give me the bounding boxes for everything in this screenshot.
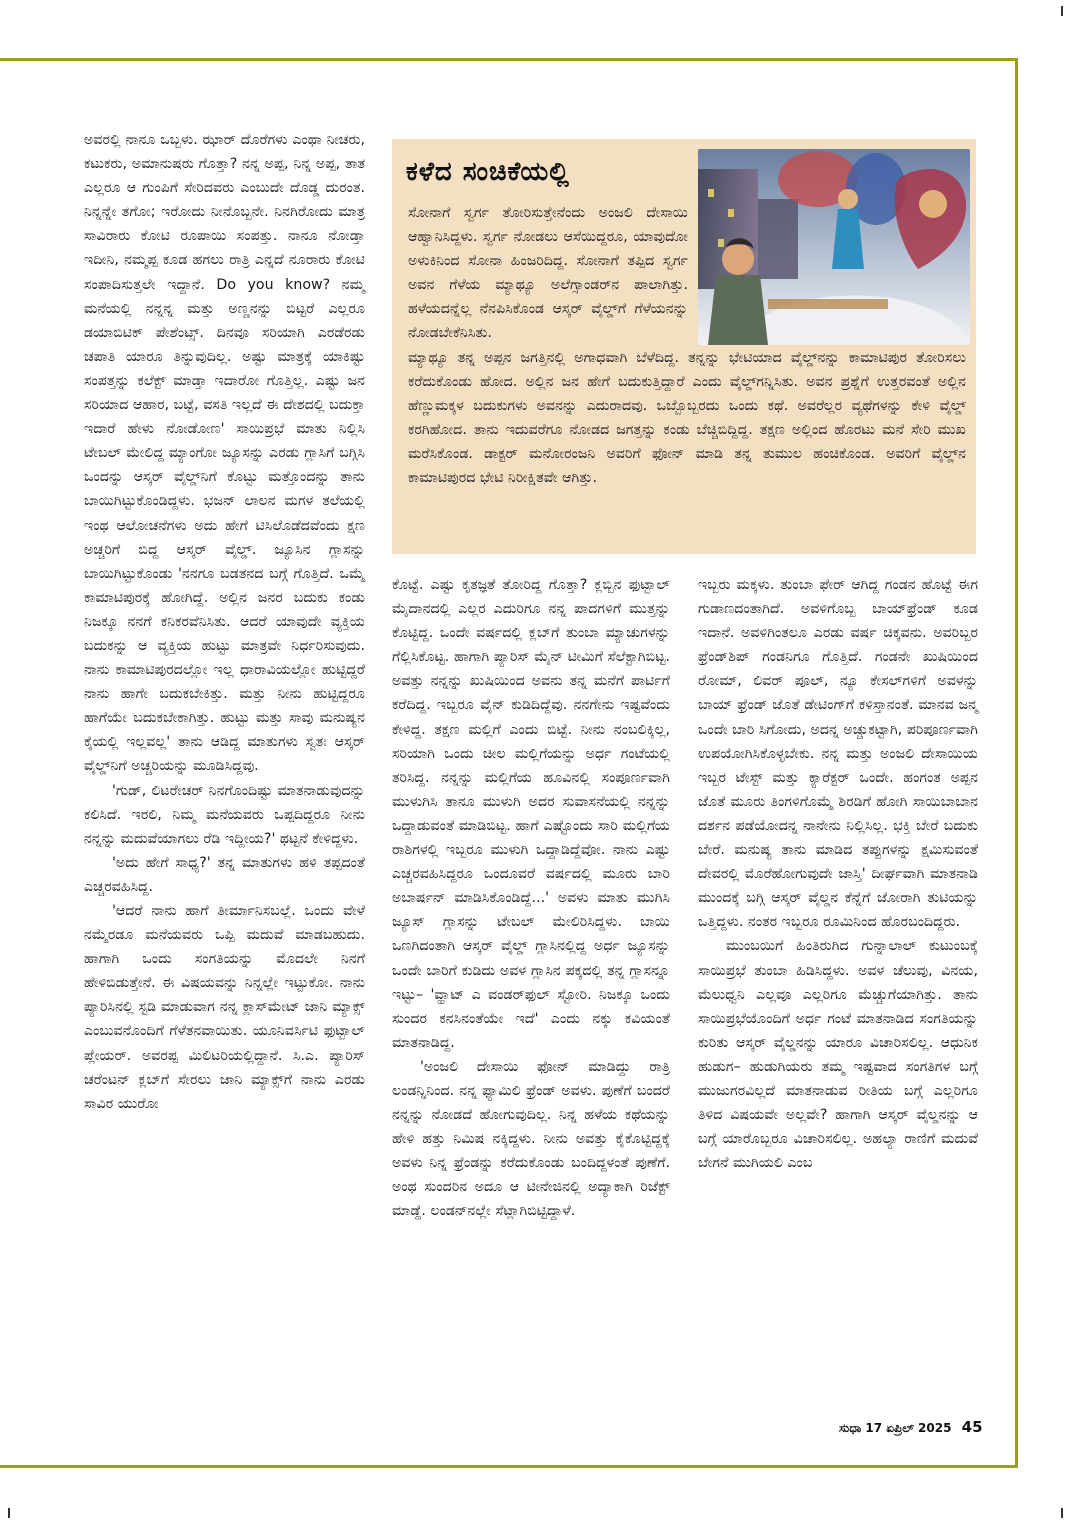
recap-text [408, 201, 966, 490]
paragraph: 'ಅದು ಹೇಗೆ ಸಾಧ್ಯ?' ತನ್ನ ಮಾತುಗಳು ಹಳಿ ತಪ್ಪದಂತೆ ಎಚ್ಚರವಹಿಸಿದ್ದ. [84, 854, 365, 895]
crop-mark [1061, 6, 1063, 16]
article-column-1 [84, 128, 365, 1116]
paragraph: ಅವರಲ್ಲಿ ನಾನೂ ಒಬ್ಬಳು. ಝಾರ್ ದೊರೆಗಳು ಎಂಥಾ ನೀಚರು, ಕಟುಕರು, ಅಮಾನುಷರು ಗೊತ್ತಾ? ನನ್ನ ಅಪ್ಪ, ನಿನ್ನ ಅಪ್ಪ, ತಾತ ಎಲ್ಲರೂ ಆ ಗುಂಪಿಗೆ ಸೇರಿದವರು ಎಂಬುದೇ ದೊಡ್ಡ ದುರಂತ. ನಿನ್ನನ್ನೇ ತಗೋ; ಇರೋದು ನೀನೊಬ್ಬನೇ. ನಿನಗಿರೋದು ಮಾತ್ರ ಸಾವಿರಾರು ಕೋಟಿ ರೂಪಾಯಿ ಸಂಪತ್ತು. ನಾನೂ ನೋಡ್ತಾ ಇದೀನಿ, ನಮ್ಮಪ್ಪ ಕೂಡ ಹಗಲು ರಾತ್ರಿ ಎನ್ನದೆ ನೂರಾರು ಕೋಟಿ ಸಂಪಾದಿಸುತ್ತಲೇ ಇದ್ದಾನೆ. Do you know? ನಮ್ಮ ಮನೆಯಲ್ಲಿ ನನ್ನನ್ನ ಮತ್ತು ಅಣ್ಣನನ್ನು ಬಿಟ್ಟರೆ ಎಲ್ಲರೂ ಡಯಾಬಿಟಿಕ್ ಪೇಶೆಂಟ್ಸ್. ದಿನವೂ ಸರಿಯಾಗಿ ಎರಡೆರಡು ಚಪಾತಿ ಯಾರೂ ತಿನ್ನುವುದಿಲ್ಲ. ಅಷ್ಟು ಮಾತ್ರಕ್ಕೆ ಯಾಕಿಷ್ಟು ಸಂಪತ್ತನ್ನು ಕಲೆಕ್ಟ್ ಮಾಡ್ತಾ ಇದಾರೋ ಗೊತ್ತಿಲ್ಲ. ಎಷ್ಟು ಜನ ಸರಿಯಾದ ಆಹಾರ, ಬಟ್ಟೆ, ವಸತಿ ಇಲ್ಲದೆ ಈ ದೇಶದಲ್ಲಿ ಬದುಕ್ತಾ ಇದಾರೆ ಹೇಳು ನೋಡೋಣ' ಸಾಯಿಪ್ರಭೆ ಮಾತು ನಿಲ್ಲಿಸಿ ಟೇಬಲ್ ಮೇಲಿದ್ದ ಮ್ಯಾಂಗೋ ಜ್ಯೂಸನ್ನು ಎರಡು ಗ್ಲಾಸಿಗೆ ಬಗ್ಗಿಸಿ ಒಂದನ್ನು ಆಸ್ಕರ್ ವೈಲ್ಡ್‌ನಿಗೆ ಕೊಟ್ಟು ಮತ್ತೊಂದನ್ನು ತಾನು ಬಾಯಿಗಿಟ್ಟುಕೊಂಡಿದ್ದಳು. ಭಜನ್ ಲಾಲನ ಮಗಳ ತಲೆಯಲ್ಲಿ ಇಂಥ ಆಲೋಚನೆಗಳು ಅದು ಹೇಗೆ ಟಿಸಿಲೊಡೆದವೆಂದು ಕ್ಷಣ ಅಚ್ಚರಿಗೆ ಬಿದ್ದ ಆಸ್ಕರ್ ವೈಲ್ಡ್. ಜ್ಯೂಸಿನ ಗ್ಲಾಸನ್ನು ಬಾಯಿಗಿಟ್ಟುಕೊಂಡು 'ನನಗೂ ಬಡತನದ ಬಗ್ಗೆ ಗೊತ್ತಿದೆ. ಒಮ್ಮೆ ಕಾಮಾಟಿಪುರಕ್ಕೆ ಹೋಗಿದ್ದೆ. ಅಲ್ಲಿನ ಜನರ ಬದುಕು ಕಂಡು ನಿಜಕ್ಕೂ ನನಗೆ ಕನಿಕರವೆನಿಸಿತು. ಆದರೆ ಯಾವುದೇ ವ್ಯಕ್ತಿಯ ಬದುಕನ್ನು ಆ ವ್ಯಕ್ತಿಯ ಹುಟ್ಟು ಮಾತ್ರವೇ ನಿರ್ಧರಿಸುವುದು. ನಾನು ಕಾಮಾಟಿಪುರದಲ್ಲೋ ಇಲ್ಲ ಧಾರಾವಿಯಲ್ಲೋ ಹುಟ್ಟಿದ್ದರೆ ನಾನು ಹಾಗೇ ಬದುಕಬೇಕಿತ್ತು. ಮತ್ತು ನೀನು ಹುಟ್ಟಿದ್ದರೂ ಹಾಗೆಯೇ ಬದುಕಬೇಕಾಗಿತ್ತು. ಹುಟ್ಟು ಮತ್ತು ಸಾವು ಮನುಷ್ಯನ ಕೈಯಲ್ಲಿ ಇಲ್ಲವಲ್ಲ' ತಾನು ಆಡಿದ್ದ ಮಾತುಗಳು ಸ್ವತಃ ಆಸ್ಕರ್ ವೈಲ್ಡ್‌ನಿಗೆ ಅಚ್ಚರಿಯನ್ನು ಮೂಡಿಸಿದ್ದವು. [84, 132, 365, 775]
crop-mark [8, 1508, 10, 1518]
paragraph: ಇಬ್ಬರು ಮಕ್ಕಳು. ತುಂಬಾ ಫೇರ್ ಆಗಿದ್ದ ಗಂಡನ ಹೊಟ್ಟೆ ಈಗ ಗುಡಾಣದಂತಾಗಿದೆ. ಅವಳಿಗೊಬ್ಬ ಬಾಯ್‌ಫ್ರೆಂಡ್ ಕೂಡ ಇದಾನೆ. ಅವಳಿಗಿಂತಲೂ ಎರಡು ವರ್ಷ ಚಿಕ್ಕವನು. ಅವರಿಬ್ಬರ ಫ್ರೆಂಡ್‌ಶಿಪ್ ಗಂಡನಿಗೂ ಗೊತ್ತಿದೆ. ಗಂಡನೇ ಖುಷಿಯಿಂದ ರೋಮ್, ಲಿವರ್ ಪೂಲ್, ನ್ಯೂ ಕೇಸಲ್‌ಗಳಿಗೆ ಅವಳನ್ನು ಬಾಯ್ ಫ್ರೆಂಡ್ ಜೊತೆ ಡೇಟಿಂಗ್‌ಗೆ ಕಳಿಸ್ತಾನಂತೆ. ಮಾನವ ಜನ್ಮ ಒಂದೇ ಬಾರಿ ಸಿಗೋದು, ಅದನ್ನ ಅಚ್ಚುಕಟ್ಟಾಗಿ, ಪರಿಪೂರ್ಣವಾಗಿ ಉಪಯೋಗಿಸಿಕೊಳ್ಳಬೇಕು. ನನ್ನ ಮತ್ತು ಅಂಜಲಿ ದೇಸಾಯಿಯ ಇಬ್ಬರ ಟೇಸ್ಟ್ ಮತ್ತು ಕ್ಯಾರೆಕ್ಟರ್ ಒಂದೇ. ಹಂಗಂತ ಅಪ್ಪನ ಜೊತೆ ಮೂರು ತಿಂಗಳಿಗೊಮ್ಮೆ ಶಿರಡಿಗೆ ಹೋಗಿ ಸಾಯಿಬಾಬಾನ ದರ್ಶನ ಪಡೆಯೋದನ್ನ ನಾನೇನು ನಿಲ್ಲಿಸಿಲ್ಲ. ಭಕ್ತಿ ಬೇರೆ ಬದುಕು ಬೇರೆ. ಮನುಷ್ಯ ತಾನು ಮಾಡಿದ ತಪ್ಪುಗಳನ್ನು ಕ್ಷಮಿಸುವಂತೆ ದೇವರಲ್ಲಿ ಮೊರೆಹೋಗುವುದೇ ಜಾಸ್ತಿ' ದೀರ್ಘವಾಗಿ ಮಾತನಾಡಿ ಮುಂದಕ್ಕೆ ಬಗ್ಗಿ ಆಸ್ಕರ್ ವೈಲ್ಡನ ಕೆನ್ನೆಗೆ ಜೋರಾಗಿ ತುಟಿಯನ್ನು ಒತ್ತಿದ್ದಳು. ನಂತರ ಇಬ್ಬರೂ ರೂಮಿನಿಂದ ಹೊರಬಂದಿದ್ದರು. [698, 577, 978, 931]
magazine-name: ಸುಧಾ [839, 1421, 862, 1435]
paragraph: 'ಅಂಜಲಿ ದೇಸಾಯಿ ಫೋನ್ ಮಾಡಿದ್ದು ರಾತ್ರಿ ಲಂಡನ್ನಿನಿಂದ. ನನ್ನ ಫ್ಯಾಮಿಲಿ ಫ್ರೆಂಡ್ ಅವಳು. ಪುಣೆಗೆ ಬಂದರೆ ನನ್ನನ್ನು ನೋಡದೆ ಹೋಗುವುದಿಲ್ಲ. ನಿನ್ನ ಹಳೆಯ ಕಥೆಯನ್ನು ಹೇಳಿ ಹತ್ತು ನಿಮಿಷ ನಕ್ಕಿದ್ದಳು. ನೀನು ಅವತ್ತು ಕೈಕೊಟ್ಟಿದ್ದಕ್ಕೆ ಅವಳು ನಿನ್ನ ಫ್ರೆಂಡನ್ನು ಕರೆದುಕೊಂಡು ಬಂದಿದ್ದಳಂತೆ ಪುಣೆಗೆ. ಅಂಥ ಸುಂದರಿನ ಅದೂ ಆ ಟೀನೇಜಿನಲ್ಲಿ ಅದ್ಯಾಕಾಗಿ ರಿಜೆಕ್ಟ್ ಮಾಡ್ದೆ. ಲಂಡನ್‌ನಲ್ಲೇ ಸೆಟ್ಲಾಗಿಬಿಟ್ಟಿದ್ದಾಳೆ. [392, 1058, 670, 1220]
issue-date: 17 ಏಪ್ರಿಲ್ 2025 [865, 1421, 952, 1435]
page-footer [839, 1418, 983, 1436]
paragraph: ಕೊಟ್ಟೆ. ಎಷ್ಟು ಕೃತಜ್ಞತೆ ತೋರಿದ್ದ ಗೊತ್ತಾ? ಕ್ಲಬ್ಬಿನ ಫುಟ್ಬಾಲ್ ಮೈದಾನದಲ್ಲಿ ಎಲ್ಲರ ಎದುರಿಗೂ ನನ್ನ ಪಾದಗಳಿಗೆ ಮುತ್ತನ್ನು ಕೊಟ್ಟಿದ್ದ. ಒಂದೇ ವರ್ಷದಲ್ಲಿ ಕ್ಲಬ್‌ಗೆ ತುಂಬಾ ಮ್ಯಾಚುಗಳನ್ನು ಗೆಲ್ಲಿಸಿಕೊಟ್ಟ. ಹಾಗಾಗಿ ಪ್ಯಾರಿಸ್ ಮೈನ್ ಟೀಮಿಗೆ ಸೆಲೆಕ್ಟಾಗಿಬಿಟ್ಟ. ಅವತ್ತು ನನ್ನನ್ನು ಖುಷಿಯಿಂದ ಅವನು ತನ್ನ ಮನೆಗೆ ಪಾರ್ಟಿಗೆ ಕರೆದಿದ್ದ. ಇಬ್ಬರೂ ವೈನ್ ಕುಡಿದಿದ್ದೆವು. ನನಗೇನು ಇಷ್ಟವೆಂದು ಕೇಳಿದ್ದ. ತಕ್ಷಣ ಮಲ್ಲಿಗೆ ಎಂದು ಬಿಟ್ಟೆ. ನೀನು ನಂಬಲಿಕ್ಕಿಲ್ಲ, ಸರಿಯಾಗಿ ಒಂದು ಚೀಲ ಮಲ್ಲಿಗೆಯನ್ನು ಅರ್ಧ ಗಂಟೆಯಲ್ಲಿ ತರಿಸಿದ್ದ. ನನ್ನನ್ನು ಮಲ್ಲಿಗೆಯ ಹೂವಿನಲ್ಲಿ ಸಂಪೂರ್ಣವಾಗಿ ಮುಳುಗಿಸಿ ತಾನೂ ಮುಳುಗಿ ಅದರ ಸುವಾಸನೆಯಲ್ಲಿ ನನ್ನನ್ನು ಒದ್ದಾಡುವಂತೆ ಮಾಡಿಬಿಟ್ಟ. ಹಾಗೆ ಎಷ್ಟೊಂದು ಸಾರಿ ಮಲ್ಲಿಗೆಯ ರಾಶಿಗಳಲ್ಲಿ ಇಬ್ಬರೂ ಮುಳುಗಿ ಒದ್ದಾಡಿದ್ದೆವೋ. ನಾನು ಎಷ್ಟು ಎಚ್ಚರವಹಿಸಿದ್ದರೂ ಒಂದೂವರೆ ವರ್ಷದಲ್ಲಿ ಮೂರು ಬಾರಿ ಅಬಾರ್ಷನ್ ಮಾಡಿಸಿಕೊಂಡಿದ್ದೆ...' ಅವಳು ಮಾತು ಮುಗಿಸಿ ಜ್ಯೂಸ್ ಗ್ಲಾಸನ್ನು ಟೇಬಲ್ ಮೇಲಿರಿಸಿದ್ದಳು. ಬಾಯಿ ಒಣಗಿದಂತಾಗಿ ಆಸ್ಕರ್ ವೈಲ್ಡ್ ಗ್ಲಾಸಿನಲ್ಲಿದ್ದ ಅರ್ಧ ಜ್ಯೂಸನ್ನು ಒಂದೇ ಬಾರಿಗೆ ಕುಡಿದು ಅವಳ ಗ್ಲಾಸಿನ ಪಕ್ಕದಲ್ಲಿ ತನ್ನ ಗ್ಲಾಸನ್ನೂ ಇಟ್ಟು– 'ವ್ಹಾಟ್ ಎ ವಂಡರ್‌ಫುಲ್ ಸ್ಟೋರಿ. ನಿಜಕ್ಕೂ ಒಂದು ಸುಂದರ ಕನಸಿನಂತೆಯೇ ಇದೆ' ಎಂದು ನಕ್ಕು ಕವಿಯಂತೆ ಮಾತನಾಡಿದ್ದ. [392, 577, 670, 1051]
article-column-2 [392, 573, 670, 1224]
recap-paragraph: ಮ್ಯಾಥ್ಯೂ ತನ್ನ ಅಪ್ಪನ ಜಗತ್ತಿನಲ್ಲಿ ಅಗಾಧವಾಗಿ ಬೆಳೆದಿದ್ದ. ತನ್ನನ್ನು ಭೇಟಿಯಾದ ವೈಲ್ಡ್‌ನನ್ನು ಕಾಮಾಟಿಪುರ ತೋರಿಸಲು ಕರೆದುಕೊಂಡು ಹೋದ. ಅಲ್ಲಿನ ಜನ ಹೇಗೆ ಬದುಕುತ್ತಿದ್ದಾರೆ ಎಂದು ವೈಲ್ಡ್‌ಗನ್ನಿಸಿತು. ಅವನ ಪ್ರಶ್ನೆಗೆ ಉತ್ತರವಂತೆ ಅಲ್ಲಿನ ಹೆಣ್ಣುಮಕ್ಕಳ ಬದುಕುಗಳು ಅವನನ್ನು ಎದುರಾದವು. ಒಬ್ಬೊಬ್ಬರದು ಒಂದು ಕಥೆ. ಅವರೆಲ್ಲರ ವ್ಯಥೆಗಳನ್ನು ಕೇಳಿ ವೈಲ್ಡ್ ಕರಗಿಹೋದ. ತಾನು ಇದುವರೆಗೂ ನೋಡದ ಜಗತ್ತನ್ನು ಕಂಡು ಬೆಚ್ಚಿಬಿದ್ದಿದ್ದ. ತಕ್ಷಣ ಅಲ್ಲಿಂದ ಹೊರಟು ಮನೆ ಸೇರಿ ಮುಖ ಮರೆಸಿಕೊಂಡ. ಡಾಕ್ಟರ್ ಮನೋರಂಜನಿ ಅವರಿಗೆ ಫೋನ್ ಮಾಡಿ ತನ್ನ ತುಮುಲ ಹಂಚಿಕೊಂಡ. ಅವರಿಗೆ ವೈಲ್ಡ್‌ನ ಕಾಮಾಟಿಪುರದ ಭೇಟಿ ನಿರೀಕ್ಷಿತವೇ ಆಗಿತ್ತು. [408, 349, 966, 487]
page-number: 45 [961, 1418, 983, 1436]
article-column-3 [698, 573, 978, 1175]
recap-box [392, 139, 976, 554]
paragraph: ಮುಂಬಯಿಗೆ ಹಿಂತಿರುಗಿದ ಗುನ್ನಾಲಾಲ್ ಕುಟುಂಬಕ್ಕೆ ಸಾಯಿಪ್ರಭೆ ತುಂಬಾ ಹಿಡಿಸಿದ್ದಳು. ಅವಳ ಚೆಲುವು, ವಿನಯ, ಮೆಲುಧ್ವನಿ ಎಲ್ಲವೂ ಎಲ್ಲರಿಗೂ ಮೆಚ್ಚುಗೆಯಾಗಿತ್ತು. ತಾನು ಸಾಯಿಪ್ರಭೆಯೊಂದಿಗೆ ಅರ್ಧ ಗಂಟೆ ಮಾತನಾಡಿದ ಸಂಗತಿಯನ್ನು ಕುರಿತು ಆಸ್ಕರ್ ವೈಲ್ಡನನ್ನು ಯಾರೂ ವಿಚಾರಿಸಲಿಲ್ಲ. ಆಧುನಿಕ ಹುಡುಗ– ಹುಡುಗಿಯರು ತಮ್ಮ ಇಷ್ಟವಾದ ಸಂಗತಿಗಳ ಬಗ್ಗೆ ಮುಜುಗರವಿಲ್ಲದೆ ಮಾತನಾಡುವ ರೀತಿಯ ಬಗ್ಗೆ ಎಲ್ಲರಿಗೂ ತಿಳಿದ ವಿಷಯವೇ ಅಲ್ಲವೇ? ಹಾಗಾಗಿ ಆಸ್ಕರ್ ವೈಲ್ಡನನ್ನು ಆ ಬಗ್ಗೆ ಯಾರೊಬ್ಬರೂ ವಿಚಾರಿಸಲಿಲ್ಲ. ಅಹಲ್ಯಾ ರಾಣಿಗೆ ಮದುವೆ ಬೇಗನೆ ಮುಗಿಯಲಿ ಎಂಬ [698, 938, 978, 1172]
recap-paragraph: ಸೋನಾಗೆ ಸ್ವರ್ಗ ತೋರಿಸುತ್ತೇನೆಂದು ಅಂಜಲಿ ದೇಸಾಯಿ ಆಹ್ವಾನಿಸಿದ್ದಳು. ಸ್ವರ್ಗ ನೋಡಲು ಆಸೆಯಿದ್ದರೂ, ಯಾವುದೋ ಅಳುಕಿನಿಂದ ಸೋನಾ ಹಿಂಜರಿದಿದ್ದ. ಸೋನಾಗೆ ತಪ್ಪಿದ ಸ್ವರ್ಗ ಅವನ ಗೆಳೆಯ ಮ್ಯಾಥ್ಯೂ ಅಲೆಗ್ಸಾಂಡರ್‌ನ ಪಾಲಾಗಿತ್ತು. ಹಳೆಯದನ್ನೆಲ್ಲ ನೆನಪಿಸಿಕೊಂಡ ಆಸ್ಕರ್ ವೈಲ್ಡ್‌ಗೆ ಗೆಳೆಯನನ್ನು ನೋಡಬೇಕೆನಿಸಿತು. [408, 205, 688, 342]
crop-mark [1061, 1508, 1063, 1518]
paragraph: 'ಆದರೆ ನಾನು ಹಾಗೆ ತೀರ್ಮಾನಿಸಬಲ್ಲೆ. ಒಂದು ವೇಳೆ ನಮ್ಮೆರಡೂ ಮನೆಯವರು ಒಪ್ಪಿ ಮದುವೆ ಮಾಡಬಹುದು. ಹಾಗಾಗಿ ಒಂದು ಸಂಗತಿಯನ್ನು ಮೊದಲೇ ನಿನಗೆ ಹೇಳಿಬಿಡುತ್ತೇನೆ. ಈ ವಿಷಯವನ್ನು ನಿನ್ನಲ್ಲೇ ಇಟ್ಟುಕೋ. ನಾನು ಪ್ಯಾರಿಸಿನಲ್ಲಿ ಸ್ಟಡಿ ಮಾಡುವಾಗ ನನ್ನ ಕ್ಲಾಸ್‌ಮೇಟ್ ಜಾನಿ ಮ್ಯಾಕ್ಸ್ ಎಂಬುವನೊಂದಿಗೆ ಗೆಳೆತನವಾಯಿತು. ಯೂನಿವರ್ಸಿಟಿ ಫುಟ್ಬಾಲ್ ಪ್ಲೇಯರ್. ಅವರಪ್ಪ ಮಿಲಿಟರಿಯಲ್ಲಿದ್ದಾನೆ. ಸಿ.ಎ. ಪ್ಯಾರಿಸ್ ಚರೆಂಟನ್ ಕ್ಲಬ್‌ಗೆ ಸೇರಲು ಜಾನಿ ಮ್ಯಾಕ್ಸ್‌ಗೆ ನಾನು ಎರಡು ಸಾವಿರ ಯುರೋ [84, 903, 365, 1112]
recap-title: ಕಳೆದ ಸಂಚಿಕೆಯಲ್ಲಿ [406, 157, 570, 187]
paragraph: 'ಗುಡ್, ಲಿಟರೇಚರ್ ನಿನಗೊಂದಿಷ್ಟು ಮಾತನಾಡುವುದನ್ನು ಕಲಿಸಿದೆ. ಇರಲಿ, ನಿಮ್ಮ ಮನೆಯವರು ಒಪ್ಪದಿದ್ದರೂ ನೀನು ನನ್ನನ್ನು ಮದುವೆಯಾಗಲು ರೆಡಿ ಇದ್ದೀಯ?' ಥಟ್ಟನೆ ಕೇಳಿದ್ದಳು. [84, 782, 365, 847]
